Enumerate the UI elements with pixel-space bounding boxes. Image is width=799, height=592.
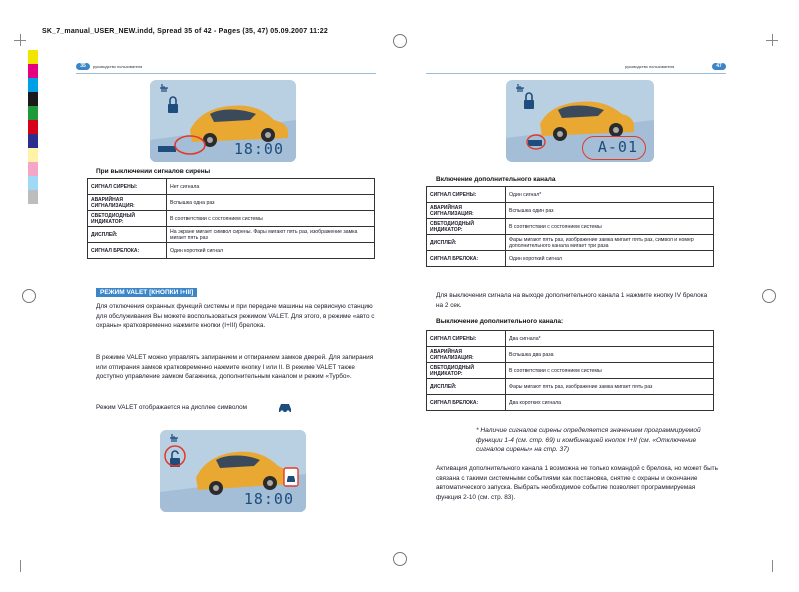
footnote: * Наличие сигналов сирены определяется значением программируемой функции 1-4 (см. стр. 69) и комбинацией кнопок I+II (см. «Отключение сигналов сирены» на стр. 37) (476, 427, 701, 453)
page-number-badge: 35 (76, 63, 90, 70)
highlight-circle (582, 136, 646, 160)
table-channel-off (426, 330, 714, 411)
table-row: ДИСПЛЕЙ: На экране мигает символ сирены. Фары мигают пять раз, изображение замка мигает пять раз (88, 227, 375, 243)
paragraph: Для отключения охранных функций системы и при передаче машины на сервисную станцию для обслуживания Вы можете воспользоваться режимом VALET. Для этого, в режиме «авто с охраны» кратковременно нажмите кнопки (I+III) брелока. (96, 303, 375, 329)
crop-mark (766, 40, 778, 41)
signal-icon (160, 84, 168, 92)
lcd-display (150, 80, 296, 162)
lcd-code: A-01 (597, 138, 638, 156)
table-row: ДИСПЛЕЙ: Фары мигают пять раз, изображение замка мигает пять раз, символ и номер дополнительного канала мигает три раза (427, 235, 714, 251)
registration-mark (393, 34, 407, 48)
table-row: СИГНАЛ БРЕЛОКА: Один короткий сигнал (427, 251, 714, 267)
table-row: СВЕТОДИОДНЫЙ ИНДИКАТОР: В соответствии с состоянием системы (427, 363, 714, 379)
header-rule (76, 73, 376, 74)
signal-icon (516, 84, 524, 92)
lcd-display (506, 80, 654, 162)
table-row: СИГНАЛ СИРЕНЫ: Нет сигнала (88, 179, 375, 195)
table-row: СВЕТОДИОДНЫЙ ИНДИКАТОР: В соответствии с состоянием системы (427, 219, 714, 235)
paragraph: Активация дополнительного канала 1 возможна не только командой с брелока, но может быть связана с такими системными событиями как постановка, снятие с охраны и окончание автоматического запуска. Выбрать необходимое событие позволяет программируемая функция 2-10 (см. стр. 83). (436, 465, 718, 501)
running-head: руководство пользователя (625, 64, 675, 69)
signal-icon (170, 434, 178, 442)
header-rule (426, 73, 726, 74)
table-siren-off (87, 178, 375, 259)
registration-mark (762, 289, 776, 303)
section-title-channel-off: Выключение дополнительного канала: (436, 318, 564, 325)
running-head: руководство пользователя (93, 64, 143, 69)
table-row: СИГНАЛ БРЕЛОКА: Один короткий сигнал (88, 243, 375, 259)
table-row: СИГНАЛ БРЕЛОКА: Два коротких сигнала (427, 395, 714, 411)
registration-mark (22, 289, 36, 303)
table-row: ДИСПЛЕЙ: Фары мигают пять раз, изображение замка мигает пять раз (427, 379, 714, 395)
lcd-time: 18:00 (243, 490, 294, 508)
valet-car-icon (277, 400, 293, 414)
paragraph: Режим VALET отображается на дисплее символом (96, 404, 248, 411)
battery-icon (158, 146, 176, 152)
page-number-badge: 47 (712, 63, 726, 70)
lcd-display (160, 430, 306, 512)
section-title-siren-off: При выключении сигналов сирены (96, 168, 211, 175)
print-slug: SK_7_manual_USER_NEW.indd, Spread 35 of 42 - Pages (35, 47) 05.09.2007 11:22 (42, 28, 328, 35)
aux-channel-icon (528, 140, 542, 146)
paragraph: В режиме VALET можно управлять запиранием и отпиранием замков дверей. Для запирания или отпирания замков кратковременно нажмите кнопку I или II. В режиме VALET также доступно управление замком багажника, дополнительным каналом и режим «Турбо». (96, 354, 374, 380)
table-row: АВАРИЙНАЯ СИГНАЛИЗАЦИЯ: Вспышка один раз (427, 203, 714, 219)
crop-mark (14, 40, 26, 41)
table-row: СИГНАЛ СИРЕНЫ: Один сигнал* (427, 187, 714, 203)
table-row: СВЕТОДИОДНЫЙ ИНДИКАТОР: В соответствии с состоянием системы (88, 211, 375, 227)
table-row: АВАРИЙНАЯ СИГНАЛИЗАЦИЯ: Вспышка одна раз (88, 195, 375, 211)
table-channel-on (426, 186, 714, 267)
lock-icon (168, 104, 178, 113)
crop-mark (772, 560, 773, 572)
valet-heading: РЕЖИМ VALET [КНОПКИ I+III] (96, 288, 197, 297)
paragraph: Для выключения сигнала на выходе дополнительного канала 1 нажмите кнопку IV брелока на 2 сек. (436, 292, 708, 309)
lcd-time: 18:00 (233, 140, 284, 158)
lock-icon (524, 100, 534, 109)
registration-mark (393, 552, 407, 566)
section-title-channel-on: Включение дополнительного канала (436, 176, 556, 183)
table-row: АВАРИЙНАЯ СИГНАЛИЗАЦИЯ: Вспышка два раза (427, 347, 714, 363)
crop-mark (20, 560, 21, 572)
table-row: СИГНАЛ СИРЕНЫ: Два сигнала* (427, 331, 714, 347)
